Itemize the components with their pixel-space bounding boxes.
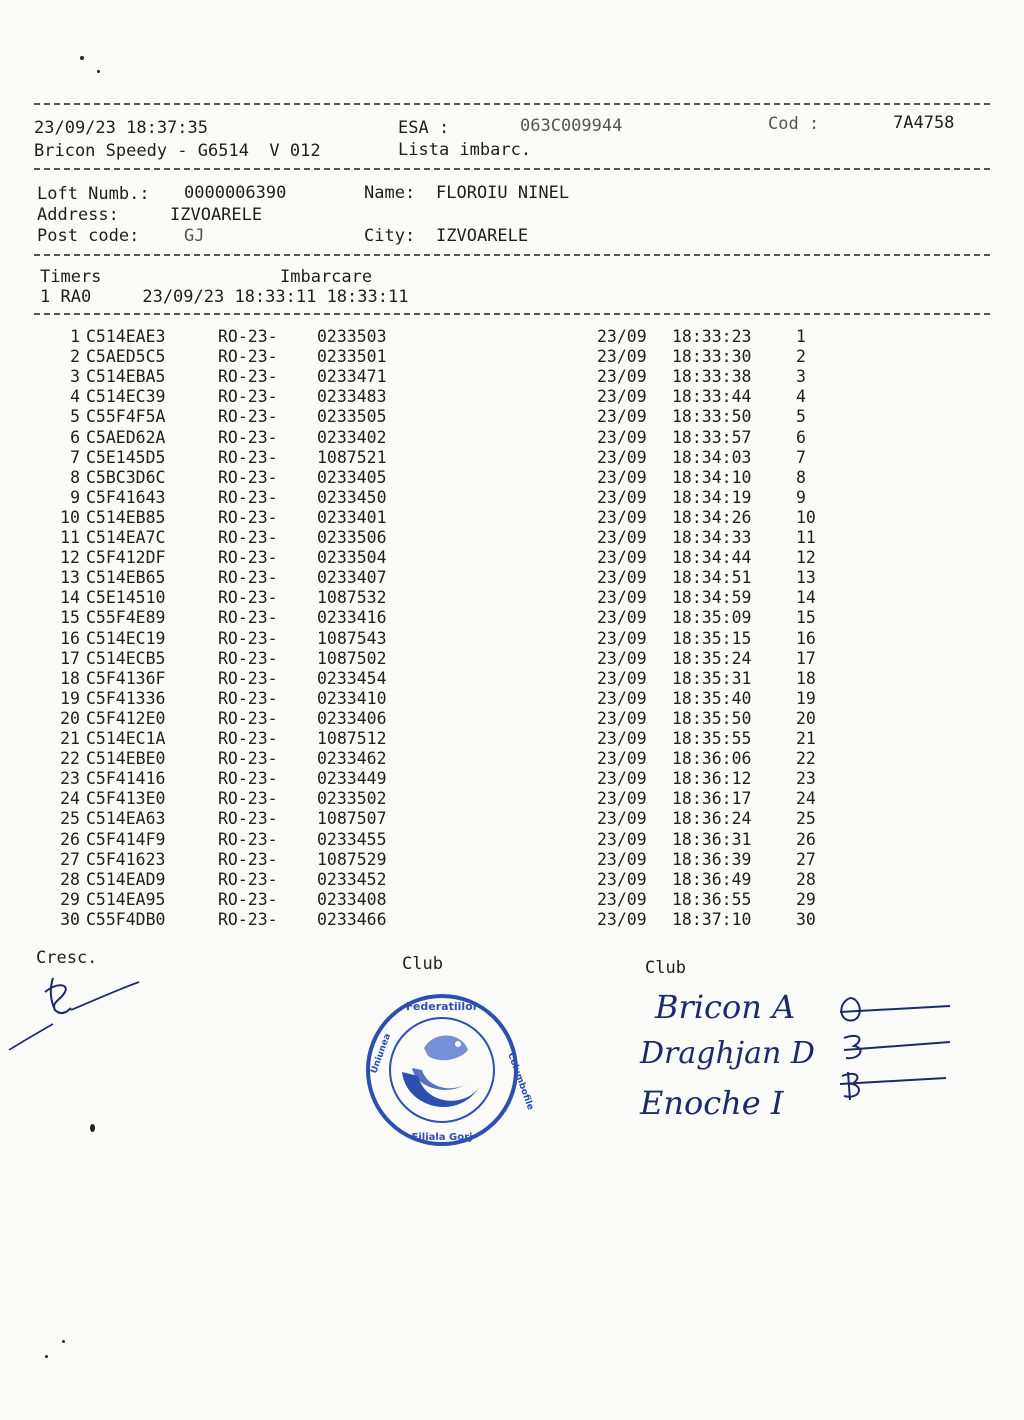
- club-signature-3: Enoche I: [640, 1084, 784, 1122]
- entry-index: 25: [60, 809, 80, 829]
- entry-ring-number: 0233416: [317, 608, 387, 628]
- entry-chip: C514EB85: [86, 507, 166, 527]
- table-row: [0, 789, 1024, 809]
- entry-chip: C514EAD9: [86, 869, 166, 889]
- entry-date: 23/09: [597, 407, 647, 427]
- entry-ring-prefix: RO-23-: [218, 467, 278, 487]
- entry-position: 18: [796, 668, 816, 688]
- entry-ring-number: 1087507: [317, 809, 387, 829]
- address-value: IZVOARELE: [170, 205, 263, 225]
- speck: [90, 1124, 95, 1132]
- entry-index: 7: [70, 447, 80, 467]
- entry-ring-number: 1087502: [317, 648, 387, 668]
- entry-position: 2: [796, 347, 806, 367]
- entry-position: 9: [796, 487, 806, 507]
- entry-time: 18:33:23: [672, 327, 752, 346]
- entry-chip: C55F4F5A: [86, 407, 166, 427]
- entry-index: 5: [70, 407, 80, 427]
- entry-ring-prefix: RO-23-: [218, 628, 278, 648]
- entry-chip: C514EC1A: [86, 729, 166, 748]
- entry-index: 30: [60, 909, 80, 929]
- entry-time: 18:33:38: [672, 367, 752, 387]
- entry-ring-number: 0233501: [317, 347, 387, 367]
- divider-header: [34, 168, 990, 170]
- entry-index: 9: [70, 487, 80, 507]
- entry-index: 11: [60, 528, 80, 547]
- entry-date: 23/09: [597, 708, 647, 728]
- entry-date: 23/09: [597, 568, 647, 588]
- entry-date: 23/09: [597, 487, 647, 507]
- entry-position: 12: [796, 548, 816, 568]
- loft-number-value: 0000006390: [184, 183, 287, 203]
- entry-index: 8: [70, 467, 80, 487]
- table-row: [0, 809, 1024, 829]
- table-row: [0, 367, 1024, 387]
- entry-chip: C5F412DF: [86, 548, 166, 568]
- speck: [45, 1355, 48, 1358]
- entry-date: 23/09: [597, 628, 647, 648]
- entry-ring-prefix: RO-23-: [218, 708, 278, 728]
- entry-position: 26: [796, 829, 816, 849]
- entry-date: 23/09: [597, 347, 647, 367]
- entry-time: 18:34:59: [672, 588, 752, 608]
- entry-position: 30: [796, 909, 816, 929]
- entry-position: 28: [796, 869, 816, 889]
- svg-text:Filiala Gorj: Filiala Gorj: [411, 1132, 473, 1143]
- entry-ring-prefix: RO-23-: [218, 829, 278, 849]
- entry-chip: C514EBE0: [86, 749, 166, 769]
- entry-ring-number: 0233407: [317, 568, 387, 588]
- breeder-signature: [5, 970, 155, 1060]
- entry-time: 18:36:17: [672, 789, 752, 809]
- entry-chip: C5F41623: [86, 849, 166, 869]
- entry-time: 18:36:31: [672, 829, 752, 849]
- svg-text:Columbofile: Columbofile: [505, 1051, 536, 1112]
- entry-time: 18:34:26: [672, 507, 752, 527]
- entry-position: 11: [796, 528, 816, 547]
- entry-time: 18:33:44: [672, 387, 752, 407]
- club-initials: [830, 980, 980, 1120]
- entry-ring-prefix: RO-23-: [218, 528, 278, 547]
- entry-index: 17: [60, 648, 80, 668]
- table-row: [0, 830, 1024, 850]
- entry-date: 23/09: [597, 668, 647, 688]
- entry-ring-prefix: RO-23-: [218, 407, 278, 427]
- entry-ring-prefix: RO-23-: [218, 749, 278, 769]
- entry-position: 8: [796, 467, 806, 487]
- entry-chip: C514EB65: [86, 568, 166, 588]
- entry-chip: C5F41336: [86, 688, 166, 708]
- table-row: [0, 508, 1024, 528]
- entry-ring-number: 0233454: [317, 668, 387, 688]
- timers-label: Timers: [40, 267, 102, 287]
- table-row: [0, 588, 1024, 608]
- city-label: City:: [364, 226, 416, 246]
- entry-chip: C5E145D5: [86, 447, 166, 467]
- table-row: [0, 387, 1024, 407]
- entry-date: 23/09: [597, 889, 647, 909]
- entry-index: 2: [70, 347, 80, 367]
- entry-chip: C5F414F9: [86, 829, 166, 849]
- entry-index: 18: [60, 668, 80, 688]
- entry-ring-prefix: RO-23-: [218, 548, 278, 568]
- table-row: [0, 729, 1024, 749]
- entry-ring-number: 0233410: [317, 688, 387, 708]
- table-row: [0, 629, 1024, 649]
- entry-chip: C55F4E89: [86, 608, 166, 628]
- entry-ring-number: 1087521: [317, 447, 387, 467]
- device-line: Bricon Speedy - G6514 V 012: [34, 141, 321, 161]
- table-row: [0, 347, 1024, 367]
- entry-ring-number: 1087529: [317, 849, 387, 869]
- entry-ring-prefix: RO-23-: [218, 889, 278, 909]
- entry-index: 24: [60, 789, 80, 809]
- club-label-1: Club: [402, 954, 443, 974]
- entry-ring-number: 0233466: [317, 909, 387, 929]
- entry-date: 23/09: [597, 327, 647, 346]
- name-value: FLOROIU NINEL: [436, 183, 570, 203]
- entry-position: 6: [796, 427, 806, 447]
- entry-ring-number: 0233408: [317, 889, 387, 909]
- entry-ring-prefix: RO-23-: [218, 447, 278, 467]
- entry-date: 23/09: [597, 688, 647, 708]
- entry-time: 18:35:24: [672, 648, 752, 668]
- entry-ring-prefix: RO-23-: [218, 648, 278, 668]
- entry-index: 29: [60, 889, 80, 909]
- entry-index: 21: [60, 729, 80, 748]
- esa-label: ESA :: [398, 118, 450, 138]
- entry-index: 22: [60, 749, 80, 769]
- entry-position: 25: [796, 809, 816, 829]
- entry-ring-number: 0233405: [317, 467, 387, 487]
- entry-position: 15: [796, 608, 816, 628]
- entry-time: 18:36:12: [672, 769, 752, 789]
- entry-index: 20: [60, 708, 80, 728]
- table-row: [0, 910, 1024, 930]
- entry-chip: C5F41643: [86, 487, 166, 507]
- entry-position: 5: [796, 407, 806, 427]
- entry-index: 23: [60, 769, 80, 789]
- entry-position: 13: [796, 568, 816, 588]
- svg-text:Federatiilor: Federatiilor: [405, 1000, 479, 1013]
- entry-ring-number: 0233504: [317, 548, 387, 568]
- entry-date: 23/09: [597, 869, 647, 889]
- entry-index: 1: [70, 327, 80, 346]
- entry-time: 18:35:09: [672, 608, 752, 628]
- entry-ring-prefix: RO-23-: [218, 769, 278, 789]
- entry-ring-number: 0233452: [317, 869, 387, 889]
- speck: [97, 70, 100, 73]
- entry-position: 17: [796, 648, 816, 668]
- entry-index: 6: [70, 427, 80, 447]
- entry-position: 4: [796, 387, 806, 407]
- entry-ring-prefix: RO-23-: [218, 367, 278, 387]
- divider-top: [34, 103, 990, 105]
- entry-index: 3: [70, 367, 80, 387]
- entry-time: 18:36:55: [672, 889, 752, 909]
- table-row: [0, 689, 1024, 709]
- entry-index: 27: [60, 849, 80, 869]
- table-row: [0, 850, 1024, 870]
- entry-ring-prefix: RO-23-: [218, 668, 278, 688]
- entry-ring-prefix: RO-23-: [218, 729, 278, 748]
- entry-position: 24: [796, 789, 816, 809]
- entry-date: 23/09: [597, 507, 647, 527]
- entry-ring-number: 0233406: [317, 708, 387, 728]
- entry-chip: C514EA63: [86, 809, 166, 829]
- table-row: [0, 448, 1024, 468]
- entry-time: 18:34:03: [672, 447, 752, 467]
- list-title: Lista imbarc.: [398, 140, 532, 160]
- entry-ring-prefix: RO-23-: [218, 507, 278, 527]
- table-row: [0, 548, 1024, 568]
- entry-ring-number: 0233502: [317, 789, 387, 809]
- entry-index: 12: [60, 548, 80, 568]
- table-row: [0, 468, 1024, 488]
- entry-position: 20: [796, 708, 816, 728]
- entry-chip: C514ECB5: [86, 648, 166, 668]
- speck: [62, 1340, 65, 1343]
- table-row: [0, 669, 1024, 689]
- entry-ring-prefix: RO-23-: [218, 849, 278, 869]
- entry-chip: C514EC19: [86, 628, 166, 648]
- header-datetime: 23/09/23 18:37:35: [34, 118, 208, 138]
- entry-date: 23/09: [597, 528, 647, 547]
- entry-date: 23/09: [597, 588, 647, 608]
- entry-ring-prefix: RO-23-: [218, 809, 278, 829]
- entry-time: 18:36:39: [672, 849, 752, 869]
- timer-row: 1 RA0 23/09/23 18:33:11 18:33:11: [40, 287, 409, 307]
- entry-index: 19: [60, 688, 80, 708]
- entry-ring-prefix: RO-23-: [218, 869, 278, 889]
- entry-date: 23/09: [597, 849, 647, 869]
- entry-date: 23/09: [597, 387, 647, 407]
- entry-ring-number: 0233505: [317, 407, 387, 427]
- divider-timers: [34, 313, 990, 315]
- entry-date: 23/09: [597, 809, 647, 829]
- entry-index: 28: [60, 869, 80, 889]
- club-signature-1: Bricon A: [655, 988, 796, 1026]
- entry-chip: C5F413E0: [86, 789, 166, 809]
- entry-ring-number: 0233503: [317, 327, 387, 346]
- loft-number-label: Loft Numb.:: [37, 184, 150, 204]
- postcode-value: GJ: [184, 226, 205, 246]
- entry-time: 18:36:49: [672, 869, 752, 889]
- entry-time: 18:34:10: [672, 467, 752, 487]
- club-signature-2: Draghjan D: [640, 1036, 815, 1071]
- svg-text:Uniunea: Uniunea: [369, 1032, 394, 1076]
- entry-ring-prefix: RO-23-: [218, 608, 278, 628]
- entry-ring-number: 1087532: [317, 588, 387, 608]
- entry-ring-number: 0233462: [317, 749, 387, 769]
- entry-date: 23/09: [597, 789, 647, 809]
- esa-value: 063C009944: [520, 116, 623, 136]
- entry-time: 18:33:30: [672, 347, 752, 367]
- table-row: [0, 488, 1024, 508]
- entry-date: 23/09: [597, 548, 647, 568]
- entry-ring-prefix: RO-23-: [218, 568, 278, 588]
- postcode-label: Post code:: [37, 226, 140, 246]
- entry-position: 10: [796, 507, 816, 527]
- entry-index: 13: [60, 568, 80, 588]
- entry-chip: C5F412E0: [86, 708, 166, 728]
- entry-position: 29: [796, 889, 816, 909]
- entry-ring-number: 0233402: [317, 427, 387, 447]
- entry-ring-number: 0233455: [317, 829, 387, 849]
- table-row: [0, 428, 1024, 448]
- entry-time: 18:34:33: [672, 528, 752, 547]
- entry-position: 22: [796, 749, 816, 769]
- entry-chip: C5F41416: [86, 769, 166, 789]
- entry-date: 23/09: [597, 829, 647, 849]
- entry-time: 18:34:44: [672, 548, 752, 568]
- entry-index: 4: [70, 387, 80, 407]
- entry-time: 18:34:19: [672, 487, 752, 507]
- entry-index: 26: [60, 829, 80, 849]
- entry-chip: C5F4136F: [86, 668, 166, 688]
- entry-position: 27: [796, 849, 816, 869]
- table-row: [0, 407, 1024, 427]
- entry-ring-number: 0233483: [317, 387, 387, 407]
- entry-date: 23/09: [597, 729, 647, 748]
- entry-chip: C5E14510: [86, 588, 166, 608]
- table-row: [0, 890, 1024, 910]
- table-row: [0, 870, 1024, 890]
- entry-position: 1: [796, 327, 806, 346]
- table-row: [0, 327, 1024, 347]
- table-row: [0, 649, 1024, 669]
- entry-time: 18:35:40: [672, 688, 752, 708]
- entry-position: 16: [796, 628, 816, 648]
- entry-ring-number: 1087543: [317, 628, 387, 648]
- entry-ring-prefix: RO-23-: [218, 789, 278, 809]
- entry-position: 23: [796, 769, 816, 789]
- entry-date: 23/09: [597, 909, 647, 929]
- table-row: [0, 568, 1024, 588]
- entry-time: 18:34:51: [672, 568, 752, 588]
- entry-date: 23/09: [597, 447, 647, 467]
- speck: [80, 56, 84, 60]
- cod-label: Cod :: [768, 114, 820, 134]
- entry-time: 18:37:10: [672, 909, 752, 929]
- entry-ring-prefix: RO-23-: [218, 347, 278, 367]
- entry-chip: C55F4DB0: [86, 909, 166, 929]
- entry-time: 18:35:15: [672, 628, 752, 648]
- entry-chip: C514EAE3: [86, 327, 166, 346]
- entry-date: 23/09: [597, 608, 647, 628]
- entry-chip: C5BC3D6C: [86, 467, 166, 487]
- entry-time: 18:33:50: [672, 407, 752, 427]
- entry-chip: C514EA95: [86, 889, 166, 909]
- table-row: [0, 749, 1024, 769]
- entry-date: 23/09: [597, 749, 647, 769]
- entry-ring-number: 0233471: [317, 367, 387, 387]
- entry-ring-prefix: RO-23-: [218, 487, 278, 507]
- entry-ring-number: 0233506: [317, 528, 387, 547]
- entry-time: 18:35:50: [672, 708, 752, 728]
- entry-position: 19: [796, 688, 816, 708]
- entry-time: 18:33:57: [672, 427, 752, 447]
- table-row: [0, 769, 1024, 789]
- table-row: [0, 709, 1024, 729]
- name-label: Name:: [364, 183, 416, 203]
- entry-date: 23/09: [597, 427, 647, 447]
- entry-chip: C514EC39: [86, 387, 166, 407]
- entry-time: 18:36:24: [672, 809, 752, 829]
- entry-ring-prefix: RO-23-: [218, 588, 278, 608]
- entry-ring-prefix: RO-23-: [218, 909, 278, 929]
- entry-chip: C514EA7C: [86, 528, 166, 547]
- table-row: [0, 528, 1024, 548]
- entry-position: 21: [796, 729, 816, 748]
- cod-value: 7A4758: [893, 113, 955, 133]
- entry-date: 23/09: [597, 769, 647, 789]
- entry-index: 14: [60, 588, 80, 608]
- entry-time: 18:35:31: [672, 668, 752, 688]
- entry-index: 15: [60, 608, 80, 628]
- entry-ring-number: 0233450: [317, 487, 387, 507]
- entry-index: 10: [60, 507, 80, 527]
- club-label-2: Club: [645, 958, 686, 978]
- cresc-label: Cresc.: [36, 948, 98, 968]
- divider-loft: [34, 254, 990, 256]
- entry-date: 23/09: [597, 648, 647, 668]
- imbarcare-label: Imbarcare: [280, 267, 373, 287]
- entry-chip: C5AED62A: [86, 427, 166, 447]
- table-row: [0, 608, 1024, 628]
- entry-ring-number: 0233449: [317, 769, 387, 789]
- entry-chip: C5AED5C5: [86, 347, 166, 367]
- entry-ring-number: 1087512: [317, 729, 387, 748]
- entry-ring-prefix: RO-23-: [218, 327, 278, 346]
- entry-date: 23/09: [597, 467, 647, 487]
- entry-time: 18:35:55: [672, 729, 752, 748]
- entry-position: 14: [796, 588, 816, 608]
- entry-position: 3: [796, 367, 806, 387]
- entry-date: 23/09: [597, 367, 647, 387]
- entry-ring-prefix: RO-23-: [218, 688, 278, 708]
- entry-chip: C514EBA5: [86, 367, 166, 387]
- entry-ring-prefix: RO-23-: [218, 387, 278, 407]
- address-label: Address:: [37, 205, 119, 225]
- city-value: IZVOARELE: [436, 226, 529, 246]
- entry-ring-prefix: RO-23-: [218, 427, 278, 447]
- entry-position: 7: [796, 447, 806, 467]
- entry-time: 18:36:06: [672, 749, 752, 769]
- entry-ring-number: 0233401: [317, 507, 387, 527]
- club-stamp: [362, 990, 536, 1150]
- entry-index: 16: [60, 628, 80, 648]
